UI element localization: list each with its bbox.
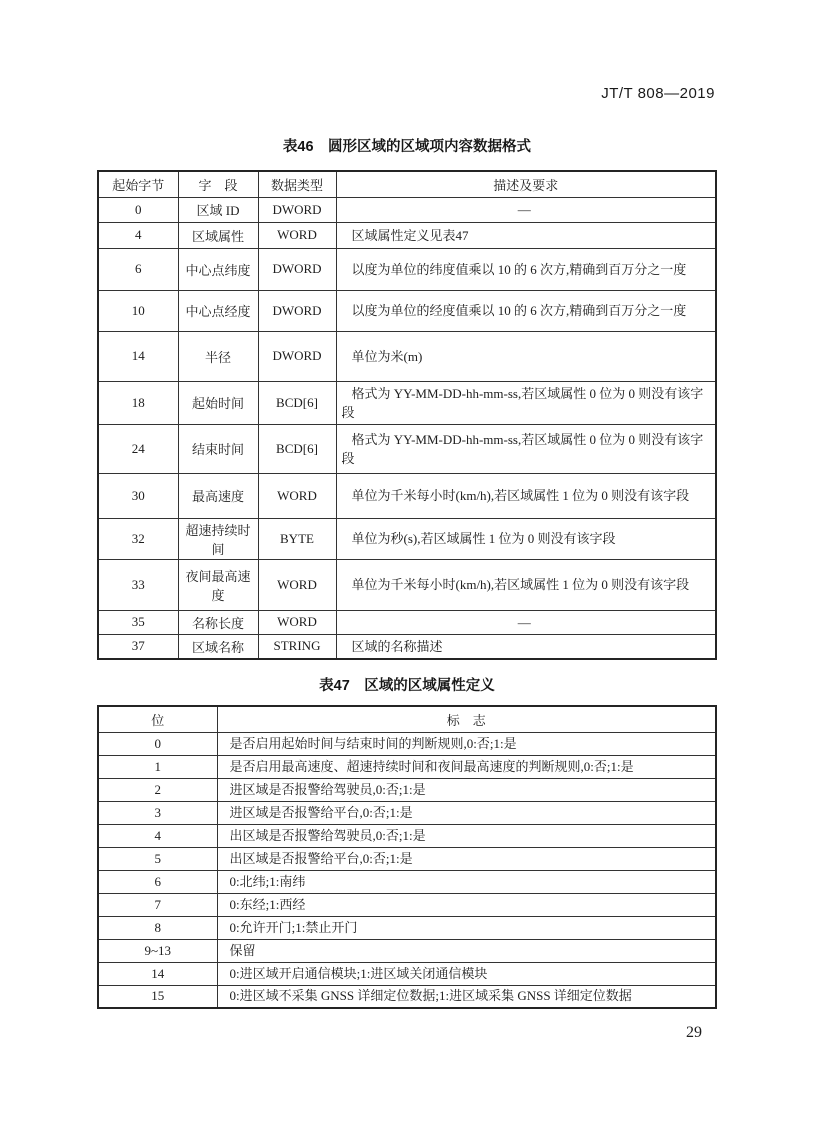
table-row [98,610,716,634]
table46-region-data-format [97,170,717,660]
table-row [98,331,716,381]
table-row [98,424,716,473]
bit-cell: 3 [98,801,217,824]
start-byte-cell: 14 [98,331,178,381]
start-byte-cell: 30 [98,473,178,518]
data-type-cell: DWORD [258,248,336,290]
desc-cell: 以度为单位的纬度值乘以 10 的 6 次方,精确到百万分之一度 [336,248,716,290]
bit-cell: 8 [98,916,217,939]
flag-cell: 0:进区域开启通信模块;1:进区域关闭通信模块 [217,962,716,985]
doc-code-header: JT/T 808—2019 [601,85,715,102]
flag-cell: 0:北纬;1:南纬 [217,870,716,893]
desc-cell: 单位为秒(s),若区域属性 1 位为 0 则没有该字段 [336,518,716,559]
table47-header-row [98,706,716,732]
flag-cell: 是否启用最高速度、超速持续时间和夜间最高速度的判断规则,0:否;1:是 [217,755,716,778]
desc-cell: 单位为千米每小时(km/h),若区域属性 1 位为 0 则没有该字段 [336,559,716,610]
desc-cell: — [336,610,716,634]
flag-cell: 进区域是否报警给驾驶员,0:否;1:是 [217,778,716,801]
col-header-bit: 位 [98,706,217,732]
table-row [98,222,716,248]
flag-cell: 是否启用起始时间与结束时间的判断规则,0:否;1:是 [217,732,716,755]
bit-cell: 15 [98,985,217,1008]
start-byte-cell: 4 [98,222,178,248]
bit-cell: 5 [98,847,217,870]
table-row [98,870,716,893]
flag-cell: 进区域是否报警给平台,0:否;1:是 [217,801,716,824]
bit-cell: 7 [98,893,217,916]
table-row [98,801,716,824]
table47-attribute-definition [97,705,717,1009]
table-row [98,824,716,847]
field-cell: 区域名称 [178,634,258,659]
field-cell: 超速持续时间 [178,518,258,559]
flag-cell: 0:进区域不采集 GNSS 详细定位数据;1:进区域采集 GNSS 详细定位数据 [217,985,716,1008]
start-byte-cell: 6 [98,248,178,290]
flag-cell: 保留 [217,939,716,962]
table-row [98,985,716,1008]
start-byte-cell: 0 [98,197,178,222]
start-byte-cell: 18 [98,381,178,424]
table-row [98,381,716,424]
data-type-cell: STRING [258,634,336,659]
start-byte-cell: 24 [98,424,178,473]
data-type-cell: DWORD [258,197,336,222]
table-row [98,518,716,559]
bit-cell: 9~13 [98,939,217,962]
start-byte-cell: 10 [98,290,178,331]
bit-cell: 0 [98,732,217,755]
flag-cell: 出区域是否报警给驾驶员,0:否;1:是 [217,824,716,847]
start-byte-cell: 37 [98,634,178,659]
table-row [98,778,716,801]
flag-cell: 0:允许开门;1:禁止开门 [217,916,716,939]
flag-cell: 0:东经;1:西经 [217,893,716,916]
desc-cell: — [336,197,716,222]
col-header-data-type: 数据类型 [258,171,336,197]
bit-cell: 1 [98,755,217,778]
table-row [98,197,716,222]
flag-cell: 出区域是否报警给平台,0:否;1:是 [217,847,716,870]
table-row [98,916,716,939]
desc-cell: 单位为米(m) [336,331,716,381]
table-row [98,473,716,518]
desc-cell: 以度为单位的经度值乘以 10 的 6 次方,精确到百万分之一度 [336,290,716,331]
table-row [98,290,716,331]
table-row [98,962,716,985]
data-type-cell: BCD[6] [258,381,336,424]
field-cell: 名称长度 [178,610,258,634]
field-cell: 最高速度 [178,473,258,518]
bit-cell: 2 [98,778,217,801]
table-row [98,893,716,916]
table-row [98,732,716,755]
desc-cell: 格式为 YY-MM-DD-hh-mm-ss,若区域属性 0 位为 0 则没有该字段 [336,424,716,473]
data-type-cell: BYTE [258,518,336,559]
desc-cell: 区域属性定义见表47 [336,222,716,248]
field-cell: 中心点经度 [178,290,258,331]
data-type-cell: BCD[6] [258,424,336,473]
table46-caption: 表46 圆形区域的区域项内容数据格式 [282,139,532,155]
table-row [98,634,716,659]
bit-cell: 6 [98,870,217,893]
data-type-cell: DWORD [258,331,336,381]
start-byte-cell: 35 [98,610,178,634]
field-cell: 夜间最高速度 [178,559,258,610]
table-row [98,847,716,870]
desc-cell: 区域的名称描述 [336,634,716,659]
table-row [98,755,716,778]
field-cell: 区域 ID [178,197,258,222]
start-byte-cell: 33 [98,559,178,610]
col-header-flag: 标 志 [217,706,716,732]
field-cell: 半径 [178,331,258,381]
field-cell: 区域属性 [178,222,258,248]
data-type-cell: WORD [258,559,336,610]
desc-cell: 格式为 YY-MM-DD-hh-mm-ss,若区域属性 0 位为 0 则没有该字段 [336,381,716,424]
table-row [98,939,716,962]
bit-cell: 4 [98,824,217,847]
table47-caption: 表47 区域的区域属性定义 [319,678,495,694]
data-type-cell: WORD [258,610,336,634]
table-row [98,559,716,610]
field-cell: 结束时间 [178,424,258,473]
data-type-cell: WORD [258,473,336,518]
col-header-start-byte: 起始字节 [98,171,178,197]
start-byte-cell: 32 [98,518,178,559]
desc-cell: 单位为千米每小时(km/h),若区域属性 1 位为 0 则没有该字段 [336,473,716,518]
col-header-field: 字 段 [178,171,258,197]
table-row [98,248,716,290]
field-cell: 中心点纬度 [178,248,258,290]
data-type-cell: WORD [258,222,336,248]
col-header-description: 描述及要求 [336,171,716,197]
bit-cell: 14 [98,962,217,985]
table46-header-row [98,171,716,197]
field-cell: 起始时间 [178,381,258,424]
page-number: 29 [686,1024,702,1041]
data-type-cell: DWORD [258,290,336,331]
